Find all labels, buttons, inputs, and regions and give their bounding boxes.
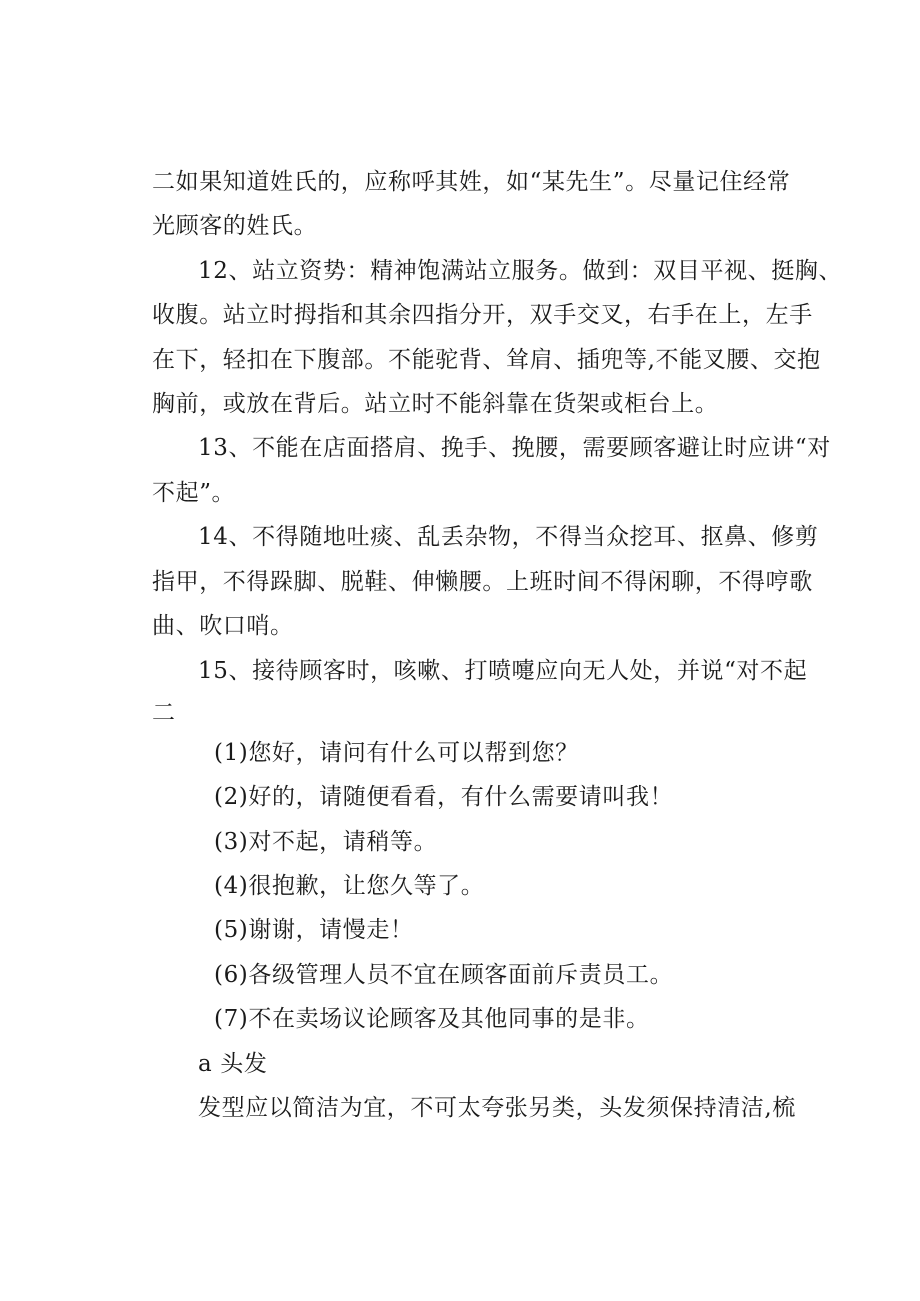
body-text-line: 二如果知道姓氏的，应称呼其姓，如“某先生”。尽量记住经常 (152, 169, 791, 195)
body-text-line: 在下，轻扣在下腹部。不能驼背、耸肩、插兜等,不能叉腰、交抱 (152, 347, 821, 373)
phrase-item: (5)谢谢，请慢走！ (214, 917, 414, 943)
body-text-line: 胸前，或放在背后。站立时不能斜靠在货架或柜台上。 (152, 391, 719, 417)
phrase-item: (2)好的，请随便看看，有什么需要请叫我！ (214, 784, 674, 810)
phrase-item: (3)对不起，请稍等。 (214, 829, 438, 855)
phrase-item: (7)不在卖场议论顾客及其他同事的是非。 (214, 1006, 650, 1032)
paragraph-13-first-line: 13、不能在店面搭肩、挽手、挽腰，需要顾客避让时应讲“对 (198, 435, 831, 461)
body-text-line: 发型应以简洁为宜，不可太夸张另类，头发须保持清洁,梳 (198, 1095, 796, 1121)
body-text-line: 光顾客的姓氏。 (152, 213, 318, 239)
paragraph-12-first-line: 12、站立资势：精神饱满站立服务。做到：双目平视、挺胸、 (198, 258, 843, 284)
phrase-item: (6)各级管理人员不宜在顾客面前斥责员工。 (214, 962, 674, 988)
body-text-line: 曲、吹口哨。 (152, 613, 294, 639)
body-text-line: 不起”。 (152, 480, 236, 506)
section-heading: a 头发 (198, 1051, 268, 1077)
body-text-line: 收腹。站立时拇指和其余四指分开，双手交叉，右手在上，左手 (152, 302, 813, 328)
body-text-line: 指甲，不得跺脚、脱鞋、伸懒腰。上班时间不得闲聊，不得哼歌 (152, 569, 813, 595)
body-text-line: 二 (152, 700, 176, 726)
phrase-item: (1)您好，请问有什么可以帮到您？ (214, 740, 579, 766)
phrase-item: (4)很抱歉，让您久等了。 (214, 873, 485, 899)
paragraph-14-first-line: 14、不得随地吐痰、乱丢杂物，不得当众挖耳、抠鼻、修剪 (198, 524, 819, 550)
paragraph-15-first-line: 15、接待顾客时，咳嗽、打喷嚏应向无人处，并说“对不起 (198, 658, 808, 684)
